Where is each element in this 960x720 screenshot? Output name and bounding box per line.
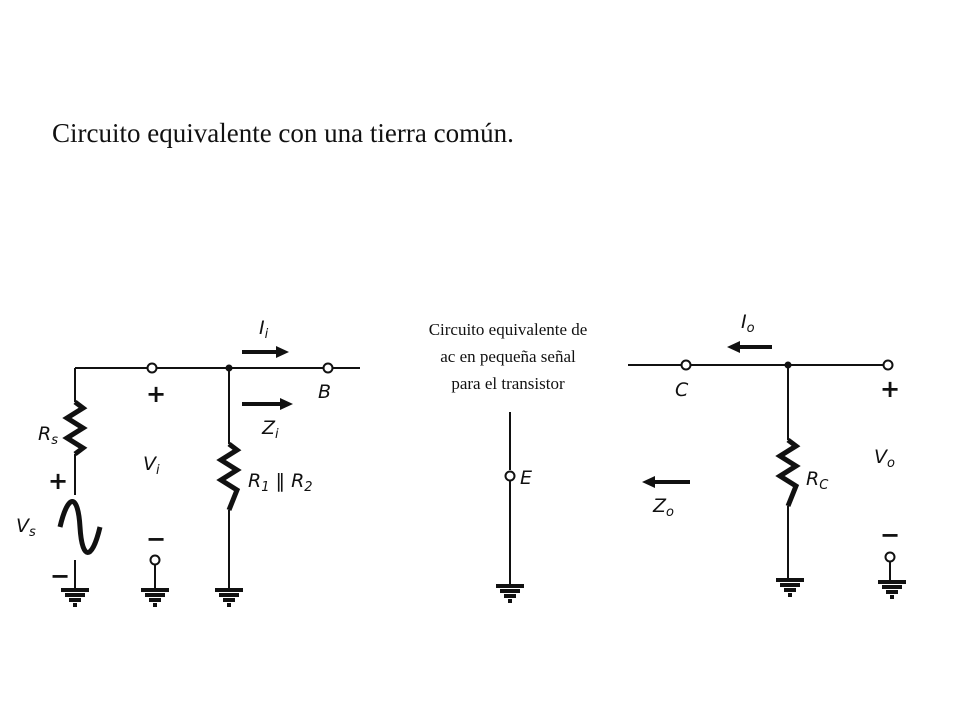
label-ii: $I_i$ [259, 317, 269, 342]
rc-resistor [780, 440, 796, 506]
note-line-1: Circuito equivalente de [428, 320, 588, 339]
note-line-2: ac en pequeña señal [440, 347, 576, 366]
vi-plus-sign: + [146, 380, 167, 408]
output-section [628, 311, 906, 597]
ground-icon [878, 582, 906, 597]
vo-plus-sign: + [880, 375, 901, 403]
vs-plus-sign: + [48, 467, 69, 495]
label-b: B [318, 381, 332, 403]
ground-icon [496, 586, 524, 601]
label-vs: $V_s$ [16, 515, 36, 540]
io-arrow-icon [727, 341, 740, 353]
vs-minus-sign: − [50, 562, 71, 590]
ground-icon [141, 590, 169, 605]
vo-minus-sign: − [880, 521, 901, 549]
ii-arrow-icon [276, 346, 289, 358]
label-r1-r2: $R_1$ ‖ $R_2$ [248, 470, 313, 495]
vo-top-terminal [884, 361, 893, 370]
vo-bottom-terminal [886, 553, 895, 562]
slide-title: Circuito equivalente con una tierra común. [52, 118, 514, 148]
r1-r2-resistor [221, 444, 237, 510]
label-io: $I_o$ [741, 311, 755, 336]
note-line-3: para el transistor [451, 374, 565, 393]
vi-bottom-terminal [151, 556, 160, 565]
label-rs: $R_s$ [38, 423, 58, 448]
vi-minus-sign: − [146, 525, 167, 553]
ground-icon [215, 590, 243, 605]
rs-resistor [67, 402, 83, 454]
e-terminal [506, 472, 515, 481]
label-vi: $V_i$ [143, 453, 160, 478]
vi-top-terminal [148, 364, 157, 373]
emitter-section [496, 412, 532, 601]
vs-source-icon [60, 502, 100, 553]
zo-arrow-icon [642, 476, 655, 488]
input-section [16, 317, 360, 605]
label-zo: $Z_o$ [653, 495, 674, 520]
label-zi: $Z_i$ [262, 417, 279, 442]
transistor-note [429, 320, 588, 393]
ground-icon [776, 580, 804, 595]
label-e: E [520, 467, 533, 489]
label-c: C [675, 379, 689, 401]
label-vo: $V_o$ [874, 446, 895, 471]
zi-arrow-icon [280, 398, 293, 410]
ground-icon [61, 590, 89, 605]
b-terminal [324, 364, 333, 373]
label-rc: $R_C$ [806, 468, 829, 493]
c-terminal [682, 361, 691, 370]
